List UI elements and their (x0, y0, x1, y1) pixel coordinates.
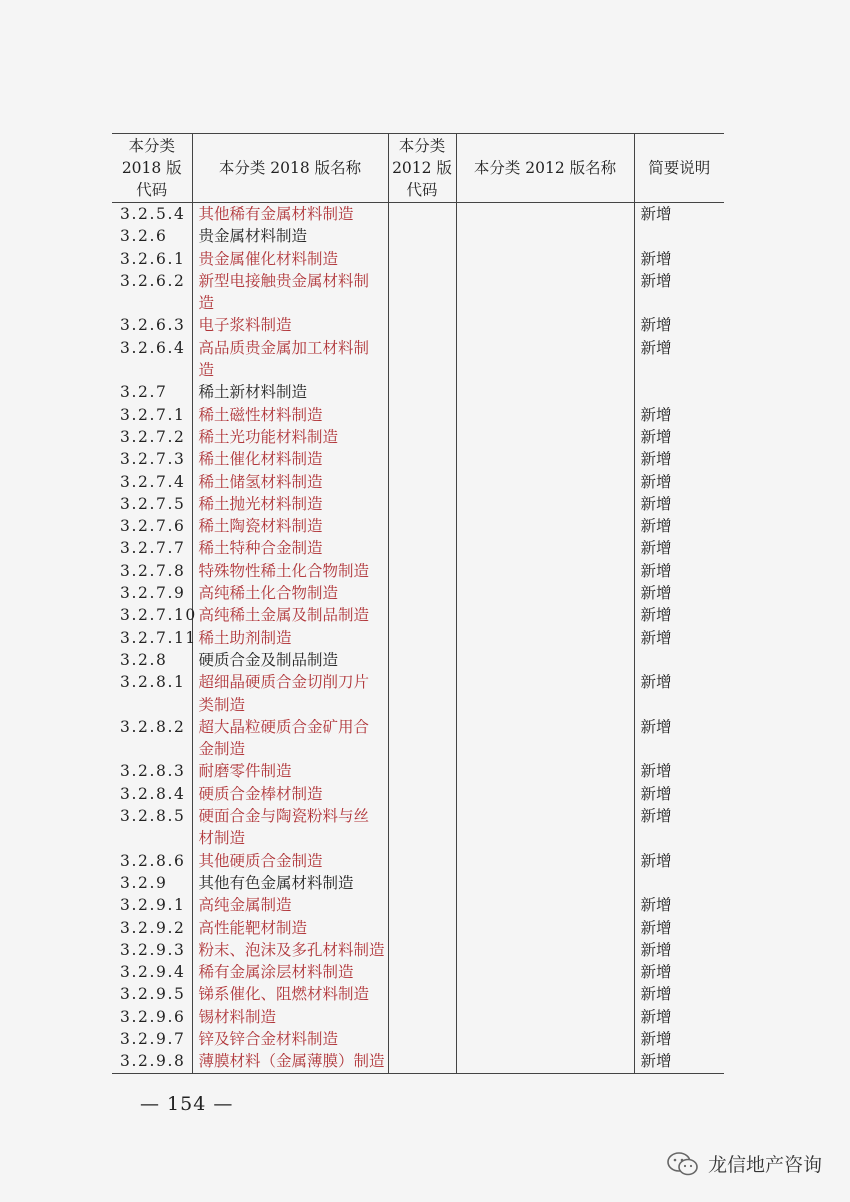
row-code-2012 (388, 716, 456, 761)
row-name-2012 (456, 515, 634, 537)
row-name-2018 (192, 604, 388, 626)
row-name-2012 (456, 917, 634, 939)
row-code-2012 (388, 203, 456, 226)
row-code-2012 (388, 225, 456, 247)
row-code-2012 (388, 961, 456, 983)
watermark (666, 1150, 822, 1177)
table-row (112, 760, 724, 782)
row-name-2018 (192, 939, 388, 961)
row-note: 新增 (634, 627, 724, 649)
row-note: 新增 (634, 894, 724, 916)
row-code-2018: 3.2.9.6 (120, 1007, 186, 1026)
row-name-2012 (456, 783, 634, 805)
row-name-2012 (456, 493, 634, 515)
table-row (112, 471, 724, 493)
row-code-2018: 3.2.7.5 (120, 494, 186, 513)
row-name-2012 (456, 805, 634, 850)
row-code-2018: 3.2.6.3 (120, 316, 186, 335)
row-name-2012 (456, 716, 634, 761)
table-row (112, 850, 724, 872)
row-code-2018: 3.2.8.4 (120, 784, 186, 803)
row-name-line: 电子浆料制造 (198, 316, 292, 335)
row-name-2018 (192, 760, 388, 782)
row-name-line: 薄膜材料（金属薄膜）制造 (198, 1052, 385, 1071)
table-row (112, 917, 724, 939)
row-name-2018 (192, 337, 388, 382)
row-name-line: 硬面合金与陶瓷粉料与丝 (198, 807, 370, 826)
row-name-line: 其他稀有金属材料制造 (198, 205, 354, 223)
row-name-2018 (192, 270, 388, 315)
row-name-2018 (192, 203, 388, 226)
table-row (112, 314, 724, 336)
table-row (112, 1050, 724, 1073)
row-name-line: 其他硬质合金制造 (198, 851, 323, 870)
row-code-2012 (388, 448, 456, 470)
row-name-2018 (192, 983, 388, 1005)
table-row (112, 203, 724, 226)
row-name-2012 (456, 560, 634, 582)
row-code-2012 (388, 1006, 456, 1028)
row-name-2012 (456, 872, 634, 894)
row-name-2018 (192, 471, 388, 493)
row-name-line: 特殊物性稀土化合物制造 (198, 561, 370, 580)
row-name-line: 稀土光功能材料制造 (198, 427, 339, 446)
row-name-2018 (192, 1050, 388, 1073)
row-name-line: 锑系催化、阻燃材料制造 (198, 985, 370, 1004)
row-code-2012 (388, 894, 456, 916)
table-row (112, 337, 724, 382)
header-note: 简要说明 (634, 134, 724, 203)
row-name-2018 (192, 894, 388, 916)
watermark-text: 龙信地产咨询 (707, 1154, 822, 1176)
row-note: 新增 (634, 961, 724, 983)
row-name-line: 稀土新材料制造 (198, 383, 308, 402)
row-code-2012 (388, 493, 456, 515)
row-code-2018: 3.2.6.4 (120, 338, 186, 357)
table-row (112, 426, 724, 448)
row-name-line: 高纯金属制造 (198, 896, 292, 915)
row-code-2018: 3.2.7.9 (120, 584, 186, 603)
row-name-line: 硬质合金及制品制造 (198, 650, 339, 669)
row-code-2012 (388, 760, 456, 782)
row-note: 新增 (634, 404, 724, 426)
row-name-2012 (456, 983, 634, 1005)
row-name-2012 (456, 337, 634, 382)
row-note: 新增 (634, 560, 724, 582)
row-code-2012 (388, 270, 456, 315)
row-code-2012 (388, 671, 456, 716)
row-note: 新增 (634, 426, 724, 448)
row-note: 新增 (634, 983, 724, 1005)
row-name-2018 (192, 448, 388, 470)
row-note: 新增 (634, 270, 724, 315)
row-code-2018: 3.2.8 (120, 650, 168, 669)
row-note: 新增 (634, 805, 724, 850)
table-row (112, 270, 724, 315)
row-name-2018 (192, 404, 388, 426)
row-name-2018 (192, 582, 388, 604)
row-code-2018: 3.2.7.2 (120, 427, 186, 446)
row-code-2012 (388, 582, 456, 604)
row-code-2012 (388, 404, 456, 426)
table-row (112, 493, 724, 515)
row-code-2012 (388, 805, 456, 850)
row-name-2018 (192, 872, 388, 894)
row-name-line: 稀土特种合金制造 (198, 539, 323, 558)
table-row (112, 604, 724, 626)
row-code-2018: 3.2.6 (120, 227, 168, 246)
row-note: 新增 (634, 716, 724, 761)
row-code-2018: 3.2.7 (120, 383, 168, 402)
row-name-2018 (192, 537, 388, 559)
row-name-line: 其他有色金属材料制造 (198, 873, 354, 892)
row-name-2018 (192, 850, 388, 872)
row-code-2012 (388, 515, 456, 537)
row-name-line: 贵金属催化材料制造 (198, 249, 339, 268)
row-code-2012 (388, 560, 456, 582)
row-name-2018 (192, 493, 388, 515)
row-name-2018 (192, 917, 388, 939)
row-name-2012 (456, 426, 634, 448)
row-code-2018: 3.2.9.5 (120, 985, 186, 1004)
row-note (634, 381, 724, 403)
row-name-2018 (192, 805, 388, 850)
row-code-2018: 3.2.9 (120, 873, 168, 892)
row-note (634, 649, 724, 671)
row-code-2018: 3.2.9.8 (112, 1050, 192, 1073)
row-code-2012 (388, 649, 456, 671)
row-name-line: 超细晶硬质合金切削刀片 (198, 673, 370, 692)
row-name-line: 稀土陶瓷材料制造 (198, 517, 323, 536)
row-note: 新增 (634, 604, 724, 626)
row-name-2012 (456, 760, 634, 782)
table-row (112, 1028, 724, 1050)
row-code-2018: 3.2.6.1 (120, 249, 186, 268)
row-name-2012 (456, 314, 634, 336)
row-name-2012 (456, 939, 634, 961)
row-note: 新增 (634, 314, 724, 336)
row-code-2018: 3.2.7.1 (120, 405, 186, 424)
row-name-2012 (456, 1028, 634, 1050)
row-code-2018: 3.2.8.1 (120, 673, 186, 692)
row-code-2018: 3.2.6.2 (120, 271, 186, 290)
row-code-2012 (388, 604, 456, 626)
row-name-2018 (192, 1006, 388, 1028)
table-row (112, 805, 724, 850)
row-note: 新增 (634, 248, 724, 270)
row-name-line: 稀土磁性材料制造 (198, 405, 323, 424)
row-name-2018 (192, 426, 388, 448)
row-note: 新增 (634, 1050, 724, 1073)
row-code-2018: 3.2.5.4 (120, 205, 186, 223)
row-note: 新增 (634, 203, 724, 226)
row-code-2018: 3.2.8.3 (120, 762, 186, 781)
table-row (112, 649, 724, 671)
row-code-2018: 3.2.9.4 (120, 963, 186, 982)
row-name-2018 (192, 961, 388, 983)
row-code-2012 (388, 917, 456, 939)
row-name-line: 锌及锌合金材料制造 (198, 1029, 339, 1048)
table-row (112, 894, 724, 916)
row-name-line: 耐磨零件制造 (198, 762, 292, 781)
row-name-line: 硬质合金棒材制造 (198, 784, 323, 803)
row-name-2018 (192, 627, 388, 649)
row-code-2012 (388, 1050, 456, 1073)
row-name-line: 贵金属材料制造 (198, 227, 308, 246)
row-note: 新增 (634, 493, 724, 515)
row-name-2018 (192, 560, 388, 582)
row-note: 新增 (634, 471, 724, 493)
row-name-line: 高性能靶材制造 (198, 918, 308, 937)
row-name-2012 (456, 961, 634, 983)
row-code-2012 (388, 426, 456, 448)
row-name-2018 (192, 225, 388, 247)
row-name-2018 (192, 515, 388, 537)
table-row (112, 225, 724, 247)
row-code-2012 (388, 381, 456, 403)
row-code-2012 (388, 537, 456, 559)
table-body (112, 203, 724, 1074)
table-row (112, 872, 724, 894)
row-name-2012 (456, 1050, 634, 1073)
row-name-line: 稀有金属涂层材料制造 (198, 963, 354, 982)
row-code-2012 (388, 1028, 456, 1050)
row-name-2012 (456, 671, 634, 716)
row-name-2012 (456, 537, 634, 559)
table-row (112, 671, 724, 716)
table-row (112, 560, 724, 582)
row-note: 新增 (634, 537, 724, 559)
table-row (112, 983, 724, 1005)
row-name-line: 稀土催化材料制造 (198, 450, 323, 469)
row-name-2012 (456, 894, 634, 916)
row-name-line: 稀土抛光材料制造 (198, 494, 323, 513)
row-name-2012 (456, 604, 634, 626)
row-note: 新增 (634, 671, 724, 716)
row-code-2012 (388, 939, 456, 961)
row-name-line: 金制造 (198, 740, 246, 759)
row-code-2012 (388, 983, 456, 1005)
row-name-line: 稀土储氢材料制造 (198, 472, 323, 491)
row-code-2018: 3.2.9.2 (120, 918, 186, 937)
row-note: 新增 (634, 760, 724, 782)
row-code-2012 (388, 872, 456, 894)
table-row (112, 716, 724, 761)
row-name-line: 超大晶粒硬质合金矿用合 (198, 717, 370, 736)
row-name-line: 锡材料制造 (198, 1007, 277, 1026)
header-code-2018: 本分类 2018 版 代码 (112, 134, 192, 203)
table-row (112, 404, 724, 426)
row-name-2018 (192, 716, 388, 761)
row-code-2018: 3.2.9.7 (120, 1029, 186, 1048)
row-code-2012 (388, 850, 456, 872)
row-code-2012 (388, 314, 456, 336)
row-code-2018: 3.2.7.6 (120, 517, 186, 536)
row-name-line: 高纯稀土金属及制品制造 (198, 606, 370, 625)
row-note: 新增 (634, 850, 724, 872)
row-name-2012 (456, 381, 634, 403)
table-row (112, 627, 724, 649)
row-code-2018: 3.2.7.10 (120, 606, 197, 625)
row-name-2012 (456, 248, 634, 270)
row-code-2018: 3.2.9.1 (120, 896, 186, 915)
row-name-2012 (456, 270, 634, 315)
row-note: 新增 (634, 783, 724, 805)
row-code-2018: 3.2.8.5 (120, 807, 186, 826)
page-number: — 154 — (140, 1093, 234, 1115)
row-code-2018: 3.2.7.11 (120, 628, 197, 647)
table-row (112, 939, 724, 961)
row-note: 新增 (634, 1028, 724, 1050)
table-row (112, 783, 724, 805)
row-name-2012 (456, 582, 634, 604)
row-name-2012 (456, 850, 634, 872)
row-name-line: 材制造 (198, 829, 246, 848)
row-name-line: 新型电接触贵金属材料制 (198, 271, 370, 290)
row-name-2018 (192, 671, 388, 716)
table-row (112, 448, 724, 470)
row-note: 新增 (634, 448, 724, 470)
row-name-2018 (192, 248, 388, 270)
table-row (112, 582, 724, 604)
row-code-2018: 3.2.7.8 (120, 561, 186, 580)
wechat-icon (666, 1151, 700, 1177)
table-row (112, 381, 724, 403)
row-name-2012 (456, 225, 634, 247)
row-name-2012 (456, 404, 634, 426)
row-code-2012 (388, 471, 456, 493)
row-code-2018: 3.2.7.7 (120, 539, 186, 558)
table-header-row (112, 134, 724, 203)
row-code-2018: 3.2.7.4 (120, 472, 186, 491)
row-name-2018 (192, 783, 388, 805)
row-name-2018 (192, 314, 388, 336)
row-name-line: 造 (198, 361, 215, 380)
table-row (112, 537, 724, 559)
row-note: 新增 (634, 515, 724, 537)
row-note (634, 225, 724, 247)
table-row (112, 515, 724, 537)
table-row (112, 248, 724, 270)
row-name-2012 (456, 1006, 634, 1028)
row-name-line: 粉末、泡沫及多孔材料制造 (198, 940, 385, 959)
row-name-2012 (456, 471, 634, 493)
row-note: 新增 (634, 337, 724, 382)
row-note: 新增 (634, 582, 724, 604)
row-name-line: 造 (198, 294, 215, 313)
row-name-line: 稀土助剂制造 (198, 628, 292, 647)
row-note: 新增 (634, 917, 724, 939)
row-note: 新增 (634, 1006, 724, 1028)
row-code-2018: 3.2.8.6 (120, 851, 186, 870)
row-code-2012 (388, 337, 456, 382)
row-code-2018: 3.2.9.3 (120, 940, 186, 959)
row-note: 新增 (634, 939, 724, 961)
row-name-2012 (456, 448, 634, 470)
row-code-2018: 3.2.7.3 (120, 450, 186, 469)
row-code-2018: 3.2.8.2 (120, 717, 186, 736)
row-name-2012 (456, 203, 634, 226)
row-name-line: 类制造 (198, 695, 246, 714)
row-code-2012 (388, 248, 456, 270)
row-name-line: 高品质贵金属加工材料制 (198, 338, 370, 357)
table-row (112, 1006, 724, 1028)
row-code-2012 (388, 783, 456, 805)
table-row (112, 961, 724, 983)
header-name-2018: 本分类 2018 版名称 (192, 134, 388, 203)
classification-table (112, 133, 724, 1074)
header-code-2012: 本分类 2012 版 代码 (388, 134, 456, 203)
row-name-2012 (456, 627, 634, 649)
row-note (634, 872, 724, 894)
row-name-2018 (192, 381, 388, 403)
header-name-2012: 本分类 2012 版名称 (456, 134, 634, 203)
row-name-2018 (192, 1028, 388, 1050)
row-code-2012 (388, 627, 456, 649)
row-name-2018 (192, 649, 388, 671)
row-name-2012 (456, 649, 634, 671)
row-name-line: 高纯稀土化合物制造 (198, 584, 339, 603)
